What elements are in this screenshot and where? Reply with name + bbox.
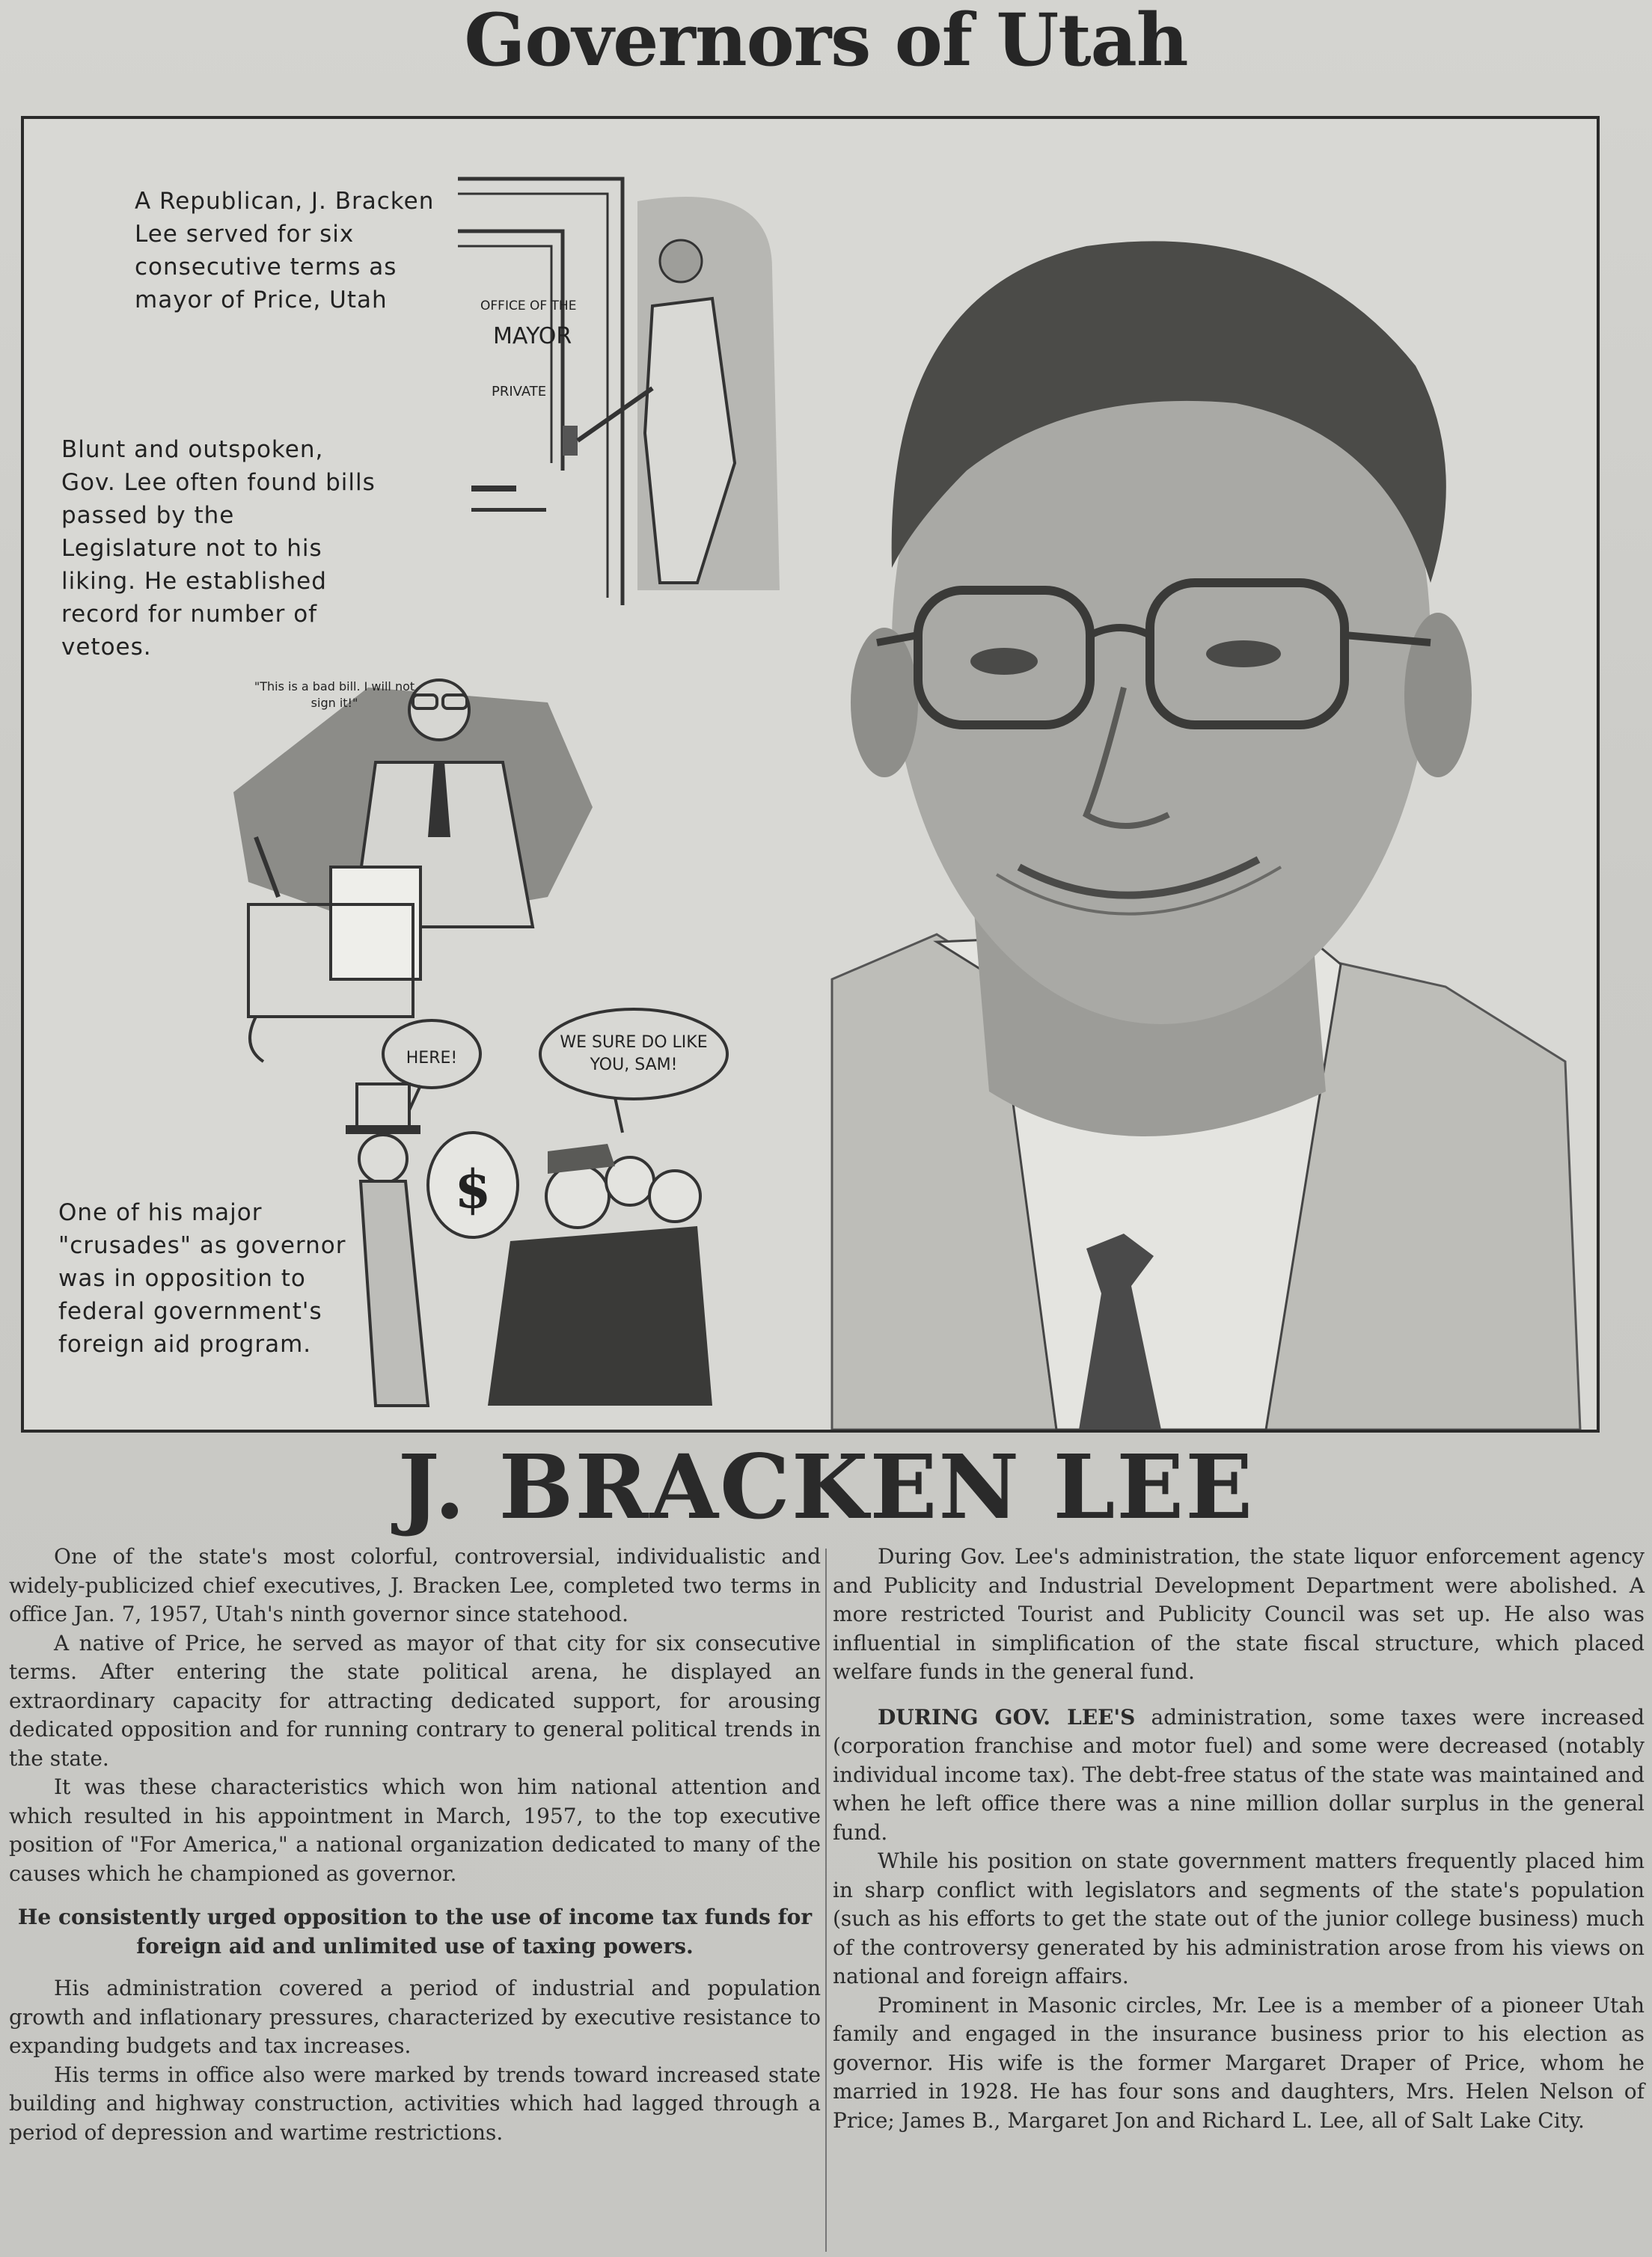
money-bag-symbol: $: [454, 1158, 492, 1220]
caption-vetoes: Blunt and outspoken, Gov. Lee often found bills passed by the Legislature not to his liking. He established record for number of vetoes.: [61, 436, 376, 661]
door-sign-line2: MAYOR: [493, 323, 572, 349]
speech-here: HERE!: [406, 1049, 458, 1068]
right-paragraph-3: While his position on state government matters frequently placed him in sharp conflict with legislators and segments of the state's population (such as his efforts to get the state out of the junior college business) much of the controversy generated by his administration arose from his views on national and foreign affairs.: [833, 1849, 1645, 1988]
left-paragraph-1: One of the state's most colorful, controversial, individualistic and widely-publicized chief executives, J. Bracken Lee, completed two terms in office Jan. 7, 1957, Utah's ninth governor since statehood.: [9, 1544, 821, 1626]
column-divider: [825, 1549, 827, 2252]
right-paragraph-1: During Gov. Lee's administration, the state liquor enforcement agency and Publicity and Industrial Development Department were abolished. A more restricted Tourist and Publicity Council was set up. He also was influential in simplification of the state fiscal structure, which placed welfare funds in the general fund.: [833, 1544, 1645, 1684]
left-subhead: He consistently urged opposition to the use of income tax funds for foreign aid and unlimited use of taxing powers.: [17, 1905, 813, 1959]
left-paragraph-2: A native of Price, he served as mayor of that city for six consecutive terms. After entering the state political arena, he displayed an extraordinary capacity for attracting dedicated support, for arousing dedicated opposition and for running contrary to general political trends in the state.: [9, 1630, 821, 1771]
left-paragraph-5: His terms in office also were marked by trends toward increased state building and highway construction, activities which had lagged through a period of depression and wartime restrictions.: [9, 2062, 821, 2145]
illustration-panel: [21, 116, 1600, 1433]
right-paragraph-2-leadin: DURING GOV. LEE'S: [878, 1704, 1136, 1730]
governor-name: J. BRACKEN LEE: [397, 1435, 1255, 1539]
door-sign-line3: PRIVATE: [492, 384, 547, 399]
left-paragraph-3: It was these characteristics which won him national attention and which resulted in his appointment in March, 1957, to the top executive position of "For America," a national organization dedicated to many of the causes which he championed as governor.: [9, 1774, 821, 1886]
governor-portrait: [832, 241, 1580, 1430]
speech-veto-quote: "This is a bad bill. I will not sign it!": [254, 679, 415, 710]
veto-drawing: [233, 680, 593, 1062]
article-left-column: [9, 1543, 821, 2147]
right-paragraph-2-rest: administration, some taxes were increased (corporation franchise and motor fuel) and some were decreased (notably individual income tax). The debt-free status of the state was maintained and when he left office there was a nine million dollar surplus in the general fund.: [833, 1704, 1645, 1845]
right-paragraph-4: Prominent in Masonic circles, Mr. Lee is a member of a pioneer Utah family and engaged in the insurance business prior to his election as governor. His wife is the former Margaret Draper of Price, whom he married in 1928. He has four sons and daughters, Mrs. Helen Nelson of Price; James B., Margaret Jon and Richard L. Lee, all of Salt Lake City.: [833, 1992, 1645, 2133]
left-paragraph-4: His administration covered a period of industrial and population growth and inflationary pressures, characterized by executive resistance to expanding budgets and tax increases.: [9, 1976, 821, 2058]
door-sign-line1: OFFICE OF THE: [480, 298, 577, 313]
right-paragraph-2: [833, 1703, 1645, 1848]
article-right-column: [833, 1543, 1645, 2135]
page-headline: Governors of Utah: [464, 0, 1188, 82]
caption-mayor: A Republican, J. Bracken Lee served for six consecutive terms as mayor of Price, Utah: [135, 188, 435, 313]
speech-sam: WE SURE DO LIKE YOU, SAM!: [560, 1033, 708, 1074]
caption-foreign-aid: One of his major "crusades" as governor was in opposition to federal government's foreign aid program.: [58, 1199, 346, 1358]
